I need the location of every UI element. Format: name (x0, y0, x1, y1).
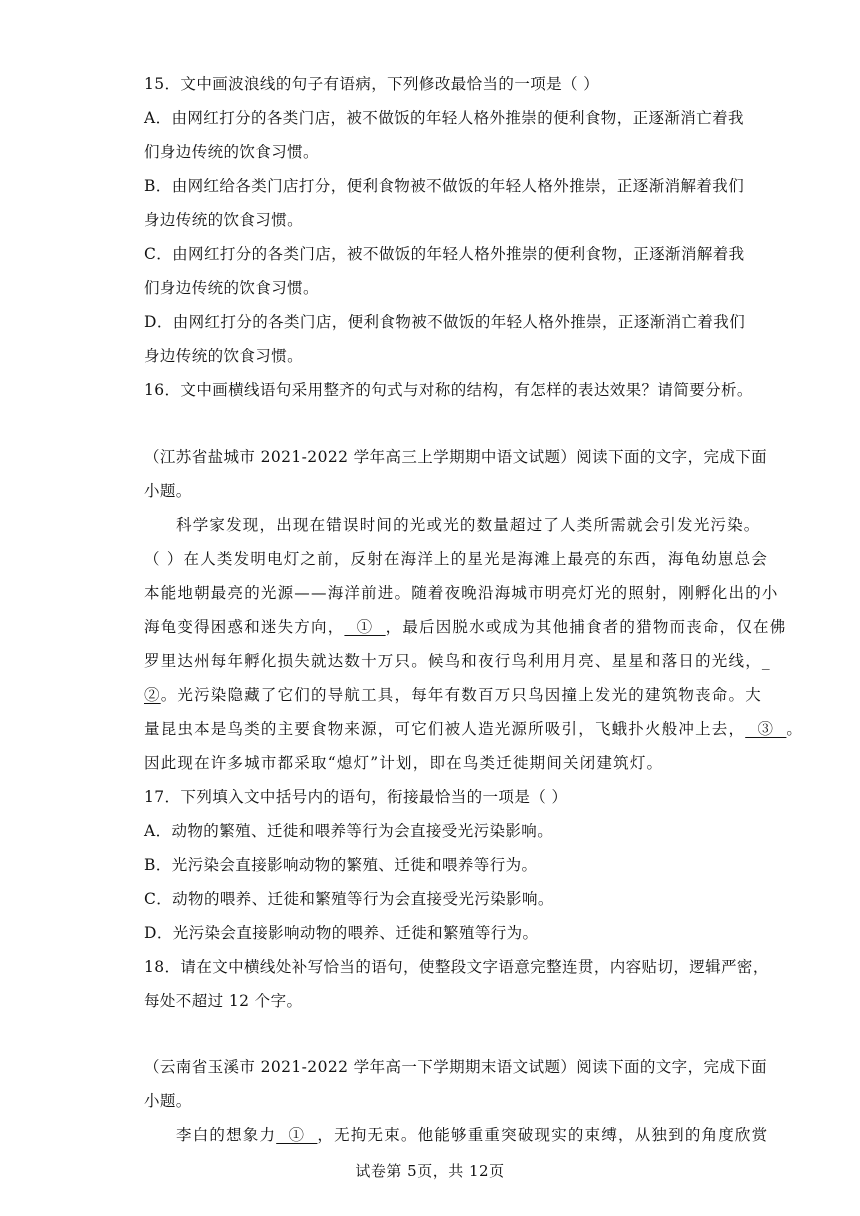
q17-stem: 17．下列填入文中括号内的语句，衔接最恰当的一项是（ ） (144, 788, 568, 806)
q15-option-d-line2: 身边传统的饮食习惯。 (144, 347, 304, 365)
blank-1: ① (344, 618, 386, 636)
q17-option-d: D．光污染会直接影响动物的喂养、迁徙和繁殖等行为。 (144, 924, 539, 942)
source-note-2: （云南省玉溪市 2021-2022 学年高一下学期期末语文试题）阅读下面的文字，完成下面 (144, 1058, 768, 1076)
q15-option-c-line2: 们身边传统的饮食习惯。 (144, 279, 319, 297)
passage1-line4 (144, 617, 787, 637)
passage1-text: 罗里达州每年孵化损失就达数十万只。候鸟和夜行鸟利用月亮、星星和落日的光线， (144, 652, 762, 670)
q15-option-b-line2: 身边传统的饮食习惯。 (144, 211, 304, 229)
source-note-1-cont: 小题。 (144, 482, 192, 500)
passage1-text: 。光污染隐藏了它们的导航工具，每年有数百万只鸟因撞上发光的建筑物丧命。大 (160, 686, 762, 704)
blank-3: ③ (745, 720, 787, 738)
q17-option-a: A．动物的繁殖、迁徙和喂养等行为会直接受光污染影响。 (144, 822, 554, 840)
passage1-text: ，最后因脱水或成为其他捕食者的猎物而丧命，仅在佛 (385, 618, 787, 636)
q18-stem-cont: 每处不超过 12 个字。 (144, 992, 303, 1010)
q15-option-a-line2: 们身边传统的饮食习惯。 (144, 143, 319, 161)
passage1-line7 (144, 719, 804, 739)
passage1-text: 海龟变得困惑和迷失方向， (144, 618, 345, 636)
passage1-line3: 本能地朝最亮的光源——海洋前进。随着夜晚沿海城市明亮灯光的照射，刚孵化出的小 (144, 584, 779, 602)
q15-stem: 15．文中画波浪线的句子有语病，下列修改最恰当的一项是（ ） (144, 75, 600, 93)
passage1-line6 (144, 685, 762, 705)
q16-stem: 16．文中画横线语句采用整齐的句式与对称的结构，有怎样的表达效果？请简要分析。 (144, 381, 753, 399)
passage1-text: 量昆虫本是鸟类的主要食物来源，可它们被人造光源所吸引，飞蛾扑火般冲上去， (144, 720, 746, 738)
passage2-line1 (176, 1125, 769, 1145)
passage1-line8: 因此现在许多城市都采取“熄灯”计划，即在鸟类迁徙期间关闭建筑灯。 (144, 754, 664, 772)
source-note-1: （江苏省盐城市 2021-2022 学年高三上学期期中语文试题）阅读下面的文字，完成下面 (144, 448, 768, 466)
q18-stem: 18．请在文中横线处补写恰当的语句，使整段文字语意完整连贯，内容贴切，逻辑严密， (144, 958, 769, 976)
q15-option-a-line1: A．由网红打分的各类门店，被不做饭的年轻人格外推崇的便利食物，正逐渐消亡着我 (144, 109, 744, 127)
source-note-2-cont: 小题。 (144, 1092, 192, 1110)
q15-option-c-line1: C．由网红打分的各类门店，被不做饭的年轻人格外推崇的便利食物，正逐渐消解着我 (144, 245, 745, 263)
passage1-line2: （ ）在人类发明电灯之前，反射在海洋上的星光是海滩上最亮的东西，海龟幼崽总会 (144, 550, 769, 568)
blank-2-lead: _ (761, 652, 771, 670)
passage2-text: ，无拘无束。他能够重重突破现实的束缚，从独到的角度欣赏 (317, 1126, 769, 1144)
passage1-line5 (144, 651, 771, 671)
blank-2: ② (144, 686, 161, 704)
passage2-text: 李白的想象力 (176, 1126, 277, 1144)
page-footer: 试卷第 5页，共 12页 (355, 1162, 505, 1180)
q15-option-d-line1: D．由网红打分的各类门店，便利食物被不做饭的年轻人格外推崇，正逐渐消亡着我们 (144, 313, 746, 331)
passage1-text: 。 (786, 720, 804, 738)
q15-option-b-line1: B．由网红给各类门店打分，便利食物被不做饭的年轻人格外推崇，正逐渐消解着我们 (144, 177, 745, 195)
blank-1: ① (276, 1126, 318, 1144)
q17-option-b: B．光污染会直接影响动物的繁殖、迁徙和喂养等行为。 (144, 856, 538, 874)
q17-option-c: C．动物的喂养、迁徙和繁殖等行为会直接受光污染影响。 (144, 890, 554, 908)
passage1-line1: 科学家发现，出现在错误时间的光或光的数量超过了人类所需就会引发光污染。 (176, 516, 761, 534)
